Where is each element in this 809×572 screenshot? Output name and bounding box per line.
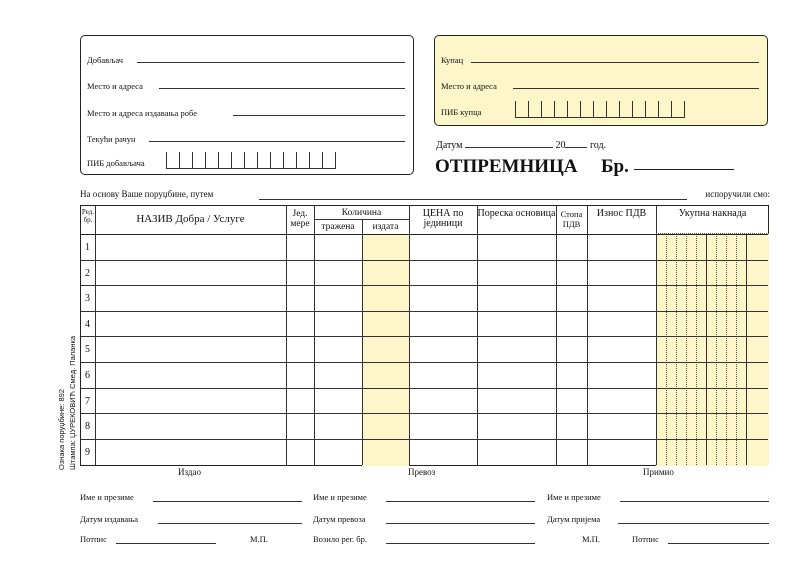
supplier-field[interactable]: Добављач: [87, 53, 405, 65]
buyer-address-field[interactable]: Место и адреса: [441, 79, 759, 91]
table-row[interactable]: 2: [81, 260, 768, 287]
current-account-field[interactable]: Текући рачун: [87, 132, 405, 144]
header-qty-issued: издата: [372, 222, 399, 232]
supplier-box: [80, 35, 414, 175]
table-row[interactable]: 7: [81, 388, 768, 415]
buyer-box: [434, 35, 768, 126]
header-tax-base: Пореска основица: [477, 208, 556, 219]
table-row[interactable]: 8: [81, 413, 768, 440]
issued-heading: Издао: [178, 467, 201, 477]
buyer-pib-cells[interactable]: [515, 101, 685, 118]
receiver-name-field[interactable]: Име и презиме: [547, 492, 769, 504]
buyer-field[interactable]: Купац: [441, 53, 759, 65]
transport-date-field[interactable]: Датум превоза: [313, 514, 535, 526]
header-vat-rate: Стопа ПДВ: [560, 209, 583, 229]
order-line[interactable]: На основу Ваше поруџбине, путем испоручили смо:: [80, 189, 770, 199]
number-label: Бр.: [601, 156, 629, 177]
header-unit: Јед. мере: [290, 209, 310, 229]
header-vat-amount: Износ ПДВ: [596, 208, 647, 219]
header-total: Укупна накнада: [678, 208, 747, 219]
issue-date-field[interactable]: Датум издавања: [80, 514, 302, 526]
header-price: ЦЕНА по јединици: [422, 208, 464, 229]
received-heading: Примио: [643, 467, 674, 477]
transporter-name-field[interactable]: Име и презиме: [313, 492, 535, 504]
issuer-name-field[interactable]: Име и презиме: [80, 492, 302, 504]
table-row[interactable]: 4: [81, 311, 768, 338]
receiver-signature-field[interactable]: Потпис: [632, 534, 769, 546]
issuer-stamp-label: М.П.: [250, 534, 268, 544]
supplier-pib-field[interactable]: ПИБ добављача: [87, 158, 145, 168]
receiver-stamp-label: М.П.: [582, 534, 600, 544]
receive-date-field[interactable]: Датум пријема: [547, 514, 769, 526]
date-line[interactable]: Датум 20 год.: [436, 140, 607, 151]
side-note: Ознака поруџбине: 892 Штампа: ЏУРЕКОВИЋ Смед. Паланка: [57, 335, 77, 470]
supplier-address-field[interactable]: Место и адреса: [87, 79, 405, 91]
header-qty-requested: тражена: [321, 222, 355, 232]
buyer-pib-field[interactable]: ПИБ купца: [441, 107, 482, 117]
table-row[interactable]: 6: [81, 362, 768, 389]
header-name: НАЗИВ Добра / Услуге: [136, 213, 245, 225]
table-row[interactable]: 9: [85, 446, 90, 458]
goods-table: [80, 205, 769, 466]
transport-heading: Превоз: [408, 467, 436, 477]
supplier-pib-cells[interactable]: [166, 152, 336, 169]
table-row[interactable]: 3: [81, 285, 768, 312]
vehicle-reg-field[interactable]: Возило рег. бр.: [313, 534, 535, 546]
dispatch-address-field[interactable]: Место и адреса издавања робе: [87, 106, 405, 118]
document-title: ОТПРЕМНИЦА Бр.: [435, 156, 734, 178]
issuer-signature-field[interactable]: Потпис: [80, 534, 220, 546]
table-row[interactable]: 1: [81, 234, 768, 261]
header-qty: Количина: [341, 208, 382, 218]
table-row[interactable]: 5: [81, 336, 768, 363]
header-rb: Ред. бр.: [81, 208, 95, 224]
